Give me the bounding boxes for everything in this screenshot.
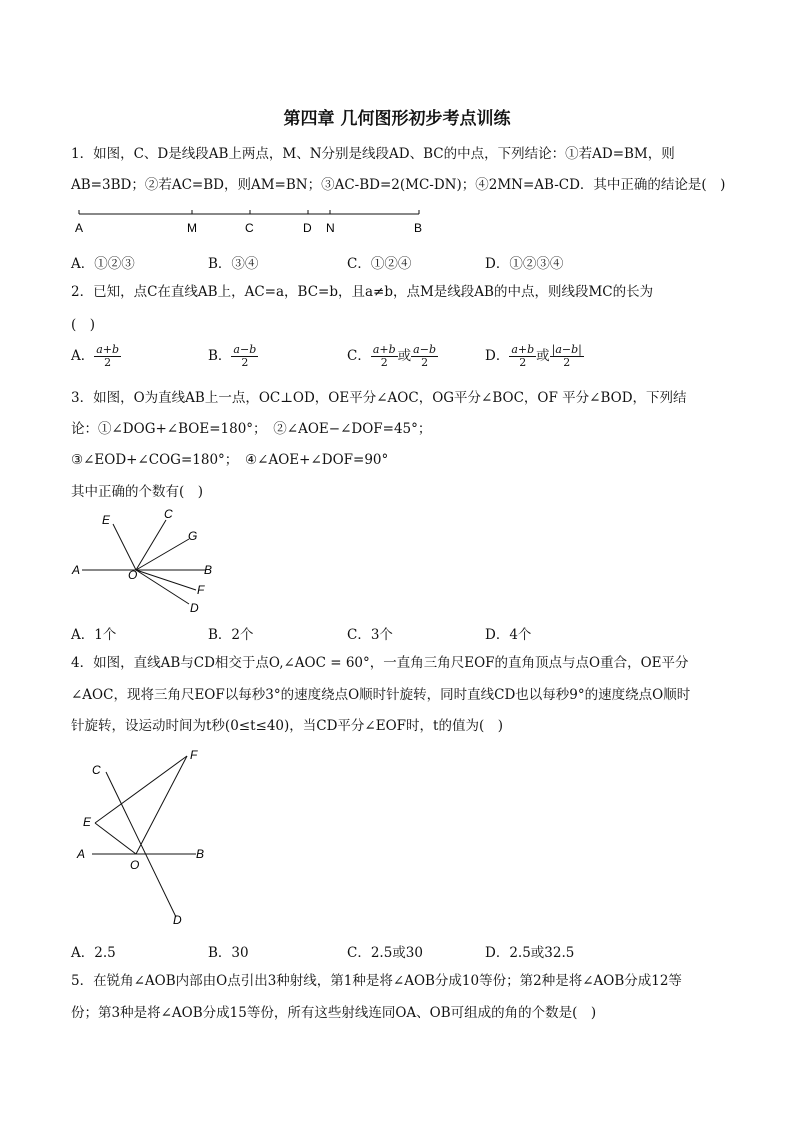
- ray-of: [136, 570, 196, 590]
- label-a: A: [75, 221, 84, 235]
- or-word: 或: [536, 348, 550, 364]
- q1-stem-line2: AB=3BD；②若AC=BD，则AM=BN；③AC-BD=2(MC-DN)；④2MN=AB-CD．其中正确的结论是( ): [71, 177, 726, 193]
- label-f: F: [190, 748, 198, 762]
- option-letter: D．: [485, 348, 510, 364]
- or-word: 或: [397, 348, 412, 364]
- label-b: B: [196, 847, 205, 861]
- q4-option-c[interactable]: C．2.5或30: [347, 945, 423, 961]
- label-d: D: [190, 601, 199, 615]
- q3-option-b[interactable]: B．2个: [208, 627, 254, 643]
- label-c: C: [245, 221, 254, 235]
- fraction: [371, 344, 398, 369]
- label-a: A: [77, 847, 86, 861]
- q4-option-d[interactable]: D．2.5或32.5: [485, 945, 575, 961]
- q4-option-a[interactable]: A．2.5: [71, 945, 116, 961]
- numerator: a+b: [96, 343, 120, 356]
- numerator: a+b: [511, 343, 535, 356]
- side-oe: [95, 823, 136, 854]
- q2-option-b[interactable]: [208, 344, 258, 369]
- option-letter: A．: [71, 348, 95, 364]
- q3-stem-line1: 3．如图，O为直线AB上一点，OC⊥OD，OE平分∠AOC，OG平分∠BOC，OF 平分∠BOD，下列结: [71, 390, 687, 406]
- fraction: [94, 344, 121, 369]
- label-g: G: [188, 529, 198, 543]
- label-f: F: [197, 583, 205, 597]
- q1-option-b[interactable]: B．③④: [208, 256, 259, 272]
- q4-stem-line1: 4．如图，直线AB与CD相交于点O,∠AOC = 60°，一直角三角尺EOF的直角顶点与点O重合，OE平分: [71, 655, 689, 671]
- ray-od: [136, 570, 189, 604]
- q1-option-a[interactable]: A．①②③: [71, 256, 135, 272]
- numerator: |a−b|: [551, 343, 582, 356]
- label-o: O: [128, 568, 138, 582]
- denominator: 2: [380, 356, 388, 369]
- q3-option-c[interactable]: C．3个: [347, 627, 393, 643]
- label-o: O: [130, 858, 140, 872]
- label-m: M: [187, 221, 197, 235]
- numerator: a+b: [372, 343, 396, 356]
- q2-option-c[interactable]: [347, 344, 438, 369]
- q3-option-a[interactable]: A．1个: [71, 627, 117, 643]
- q2-stem-line2: ( ): [71, 317, 96, 333]
- q3-stem-line3: ③∠EOD+∠COG=180°； ④∠AOE+∠DOF=90°: [71, 452, 389, 468]
- side-of: [136, 756, 187, 854]
- q4-option-b[interactable]: B．30: [208, 945, 249, 961]
- label-b: B: [414, 221, 423, 235]
- q3-stem-line4: 其中正确的个数有( ): [71, 484, 204, 500]
- label-d: D: [173, 913, 182, 927]
- q4-stem-line2: ∠AOC，现将三角尺EOF以每秒3°的速度绕点O顺时针旋转，同时直线CD也以每秒9°的速度绕点O顺时: [71, 687, 691, 703]
- label-b: B: [204, 563, 213, 577]
- option-letter: C．: [347, 348, 371, 364]
- q2-option-d[interactable]: [485, 344, 584, 369]
- fraction: [411, 344, 438, 369]
- fraction: [231, 344, 258, 369]
- denominator: 2: [519, 356, 527, 369]
- denominator: 2: [104, 356, 112, 369]
- fraction: [550, 344, 584, 369]
- denominator: 2: [241, 356, 249, 369]
- q5-stem-line2: 份；第3种是将∠AOB分成15等份，所有这些射线连同OA、OB可组成的角的个数是( ): [71, 1005, 597, 1021]
- option-letter: B．: [208, 348, 232, 364]
- q1-option-d[interactable]: D．①②③④: [485, 256, 564, 272]
- label-e: E: [83, 815, 92, 829]
- label-c: C: [92, 763, 101, 777]
- label-e: E: [102, 513, 111, 527]
- denominator: 2: [563, 356, 571, 369]
- denominator: 2: [421, 356, 429, 369]
- q4-stem-line3: 针旋转，设运动时间为t秒(0≤t≤40)，当CD平分∠EOF时，t的值为( ): [71, 718, 503, 734]
- ray-oe: [113, 524, 136, 570]
- q3-angle-figure: [66, 505, 226, 617]
- q4-triangle-figure: [70, 745, 220, 930]
- q1-stem-line1: 1．如图，C、D是线段AB上两点，M、N分别是线段AD、BC的中点，下列结论：①若AD=BM，则: [71, 146, 675, 162]
- q3-stem-line2: 论：①∠DOG+∠BOE=180°； ②∠AOE−∠DOF=45°；: [71, 421, 432, 437]
- label-a: A: [72, 563, 81, 577]
- ray-og: [136, 539, 189, 570]
- label-d: D: [303, 221, 312, 235]
- q3-option-d[interactable]: D．4个: [485, 627, 532, 643]
- q1-segment-figure: [71, 205, 431, 237]
- label-n: N: [326, 221, 335, 235]
- numerator: a−b: [413, 343, 436, 356]
- q5-stem-line1: 5．在锐角∠AOB内部由O点引出3种射线，第1种是将∠AOB分成10等份；第2种是将∠AOB分成12等: [71, 973, 682, 989]
- page-title: 第四章 几何图形初步考点训练: [283, 109, 511, 129]
- label-c: C: [164, 507, 173, 521]
- fraction: [509, 344, 536, 369]
- q1-option-c[interactable]: C．①②④: [347, 256, 412, 272]
- side-ef: [95, 756, 187, 823]
- ray-oc: [136, 520, 166, 570]
- numerator: a−b: [233, 343, 257, 356]
- q2-option-a[interactable]: [71, 344, 121, 369]
- q2-stem-line1: 2．已知，点C在直线AB上，AC=a，BC=b，且a≠b，点M是线段AB的中点，则线段MC的长为: [71, 284, 654, 300]
